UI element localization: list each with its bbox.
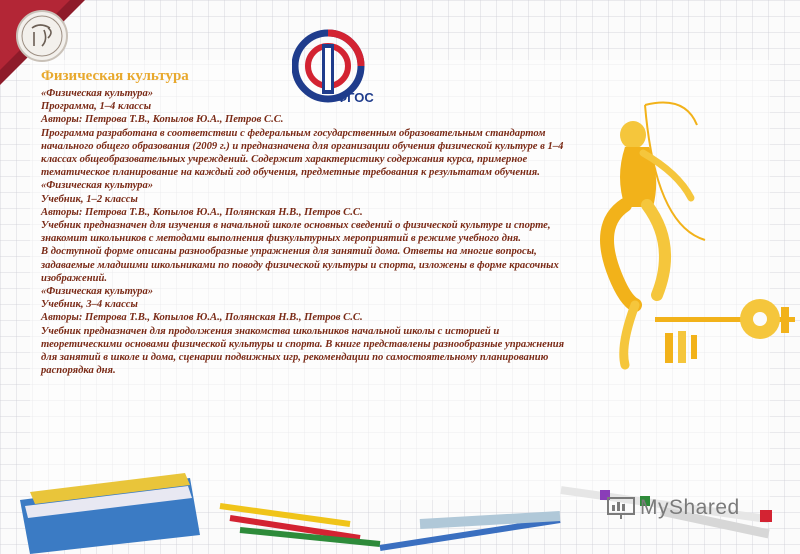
text-line: «Физическая культура» — [41, 286, 154, 298]
watermark — [606, 494, 740, 522]
text-line: В доступной форме описаны разнообразные упражнения для занятий дома. Ответы на многие вопросы, задаваемые младшими школьниками по поводу физической культуры и спорта, изложены в форме красочных изображений. — [41, 246, 559, 284]
watermark-text: MyShared — [640, 496, 740, 519]
text-line: Авторы: Петрова Т.В., Копылов Ю.А., Полянская Н.В., Петров С.С. — [41, 312, 363, 324]
text-line: Учебник, 3–4 классы — [41, 299, 138, 311]
text-line: «Физическая культура» — [41, 88, 154, 99]
text-line: Учебник, 1–2 классы — [41, 193, 138, 205]
page-title: Физическая культура — [41, 68, 189, 84]
text-line: Авторы: Петрова Т.В., Копылов Ю.А., Полянская Н.В., Петров С.С. — [41, 206, 363, 218]
text-line: Учебник предназначен для изучения в начальной школе основных сведений о физической культуре и спорте, знакомит школьников с методами выполнения физкультурных мероприятий в режиме учебного дня. — [41, 220, 551, 245]
text-content — [41, 67, 581, 377]
gymnast-illustration — [585, 95, 800, 385]
text-line: «Физическая культура» — [41, 180, 154, 192]
text-line: Авторы: Петрова Т.В., Копылов Ю.А., Петров С.С. — [41, 114, 284, 126]
fgos-logo-text: ФГОС — [336, 90, 374, 105]
text-line: Программа разработана в соответствии с федеральным государственным образовательным стандартом начального общего образования (2009 г.) и предназначена для организации обучения физической культуре в 1–4 классах общеобразовательных учреждений. Содержит характеристику содержания курса, примерное тематическое планирование на каждый год обучения, предметные требования к результатам обучения. — [41, 127, 564, 179]
presentation-icon — [606, 496, 636, 520]
text-line: Программа, 1–4 классы — [41, 101, 152, 113]
text-line: Учебник предназначен для продолжения знакомства школьников начальной школы с историей и теоретическими основами физической культуры и спорта. В книге представлены разнообразные упражнения для занятий в школе и дома, сценарии подвижных игр, рекомендации по самостоятельному планированию распорядка дня. — [41, 325, 565, 377]
